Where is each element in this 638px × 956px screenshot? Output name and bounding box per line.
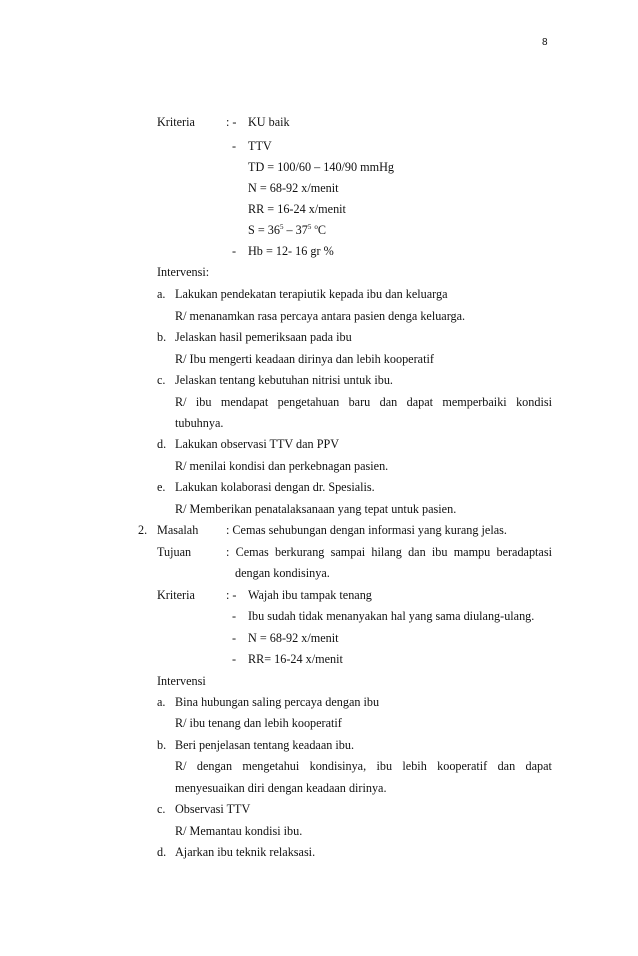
kriteria-dash: - [232, 631, 237, 645]
word: ibu [431, 545, 448, 559]
intervensi-label: Intervensi: [157, 265, 210, 279]
word: memperbaiki [442, 395, 507, 409]
word: mampu [453, 545, 491, 559]
rationale-item: R/ menilai kondisi dan perkebnagan pasien. [175, 459, 389, 473]
vital-s-mid: – 37 [283, 223, 308, 237]
list-marker: a. [157, 287, 166, 301]
kriteria-item: RR= 16-24 x/menit [248, 652, 343, 666]
list-marker: b. [157, 738, 167, 752]
word: mendapat [220, 395, 269, 409]
vital-td: TD = 100/60 – 140/90 mmHg [248, 160, 395, 174]
rationale-item: R/ menanamkan rasa percaya antara pasien denga keluarga. [175, 309, 466, 323]
vital-rr: RR = 16-24 x/menit [248, 202, 346, 216]
word: ibu [195, 395, 212, 409]
word: : [226, 545, 230, 559]
kriteria-item: Wajah ibu tampak tenang [248, 588, 372, 602]
list-item: Lakukan observasi TTV dan PPV [175, 437, 340, 451]
vital-s-unit: C [317, 223, 326, 237]
list-marker: d. [157, 437, 167, 451]
list-item: Lakukan pendekatan terapiutik kepada ibu dan keluarga [175, 287, 448, 301]
rationale-item: R/ ibu tenang dan lebih kooperatif [175, 716, 342, 730]
list-item: Jelaskan hasil pemeriksaan pada ibu [175, 330, 352, 344]
list-marker: d. [157, 845, 167, 859]
word: dan [408, 545, 426, 559]
word: sampai [330, 545, 366, 559]
word: dengan [196, 759, 233, 773]
tujuan-text-justified [226, 545, 552, 559]
list-item: Jelaskan tentang kebutuhan nitrisi untuk ibu. [175, 373, 393, 387]
tujuan-label: Tujuan [157, 545, 192, 559]
kriteria-dash: - [232, 609, 237, 623]
list-item: Bina hubungan saling percaya dengan ibu [175, 695, 380, 709]
rationale-item-justified [175, 759, 552, 773]
word: dapat [525, 759, 552, 773]
kriteria-ku: KU baik [248, 115, 290, 129]
intervensi-label: Intervensi [157, 674, 206, 688]
vital-s-degree: o [314, 223, 318, 231]
ttv-label: TTV [248, 139, 272, 153]
word: ibu [376, 759, 393, 773]
rationale-item-justified [175, 395, 552, 409]
kriteria-item: Ibu sudah tidak menanyakan hal yang sama diulang-ulang. [248, 609, 535, 623]
kriteria-dash: - [232, 652, 237, 666]
word: dan [379, 395, 398, 409]
word: beradaptasi [496, 545, 552, 559]
kriteria-colon: : - [226, 115, 237, 129]
word: hilang [371, 545, 402, 559]
list-marker: a. [157, 695, 166, 709]
word: berkurang [275, 545, 325, 559]
rationale-item: R/ Ibu mengerti keadaan dirinya dan lebih kooperatif [175, 352, 434, 366]
rationale-continuation: tubuhnya. [175, 416, 224, 430]
kriteria-colon: : - [226, 588, 237, 602]
vital-s-sup1: 5 [279, 223, 284, 231]
rationale-continuation: menyesuaikan diri dengan keadaan dirinya. [175, 781, 387, 795]
kriteria-label: Kriteria [157, 115, 195, 129]
word: kooperatif [437, 759, 488, 773]
list-marker: e. [157, 480, 166, 494]
list-marker: b. [157, 330, 167, 344]
vital-s-prefix: S = 36 [248, 223, 280, 237]
ttv-dash: - [232, 139, 237, 153]
rationale-item: R/ Memantau kondisi ibu. [175, 824, 303, 838]
word: dapat [406, 395, 433, 409]
word: dan [497, 759, 516, 773]
kriteria-label: Kriteria [157, 588, 195, 602]
word: lebih [402, 759, 427, 773]
masalah-label: Masalah [157, 523, 199, 537]
word: mengetahui [242, 759, 300, 773]
word: R/ [175, 759, 187, 773]
kriteria-item: N = 68-92 x/menit [248, 631, 339, 645]
word: kondisi [516, 395, 552, 409]
list-marker: c. [157, 373, 166, 387]
word: Cemas [235, 545, 269, 559]
list-item: Observasi TTV [175, 802, 251, 816]
vital-s-sup2: 5 [307, 223, 312, 231]
list-item: Ajarkan ibu teknik relaksasi. [175, 845, 316, 859]
hb-value: Hb = 12- 16 gr % [248, 244, 334, 258]
vital-n: N = 68-92 x/menit [248, 181, 339, 195]
masalah-text: : Cemas sehubungan dengan informasi yang kurang jelas. [226, 523, 507, 537]
word: kondisinya, [309, 759, 367, 773]
list-item: Beri penjelasan tentang keadaan ibu. [175, 738, 355, 752]
list-item: Lakukan kolaborasi dengan dr. Spesialis. [175, 480, 375, 494]
word: baru [348, 395, 371, 409]
vital-s [248, 223, 326, 237]
word: pengetahuan [277, 395, 340, 409]
tujuan-continuation: dengan kondisinya. [235, 566, 330, 580]
list-marker: c. [157, 802, 166, 816]
page-number: 8 [542, 37, 548, 48]
word: R/ [175, 395, 187, 409]
hb-dash: - [232, 244, 237, 258]
rationale-item: R/ Memberikan penatalaksanaan yang tepat untuk pasien. [175, 502, 457, 516]
section-number: 2. [138, 523, 148, 537]
